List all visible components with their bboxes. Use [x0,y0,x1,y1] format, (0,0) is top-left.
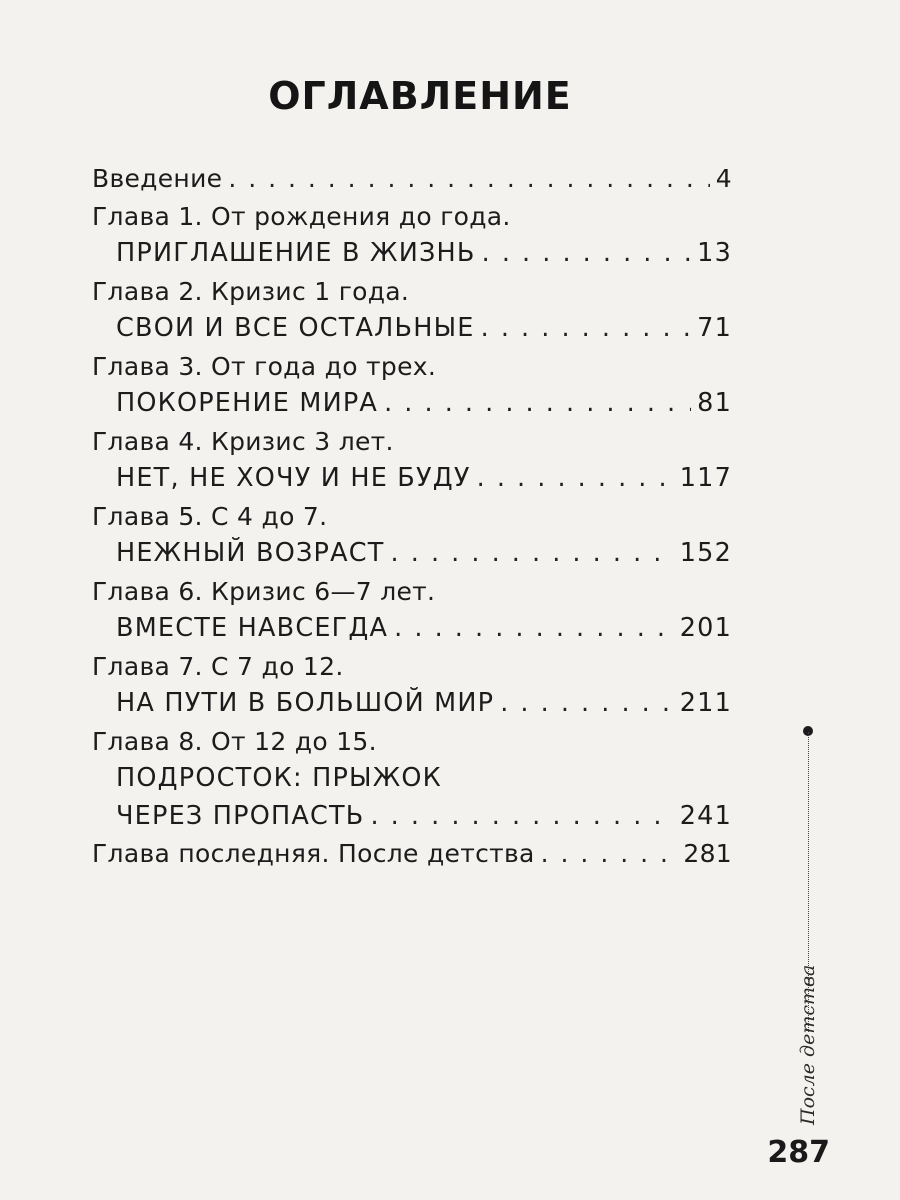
toc-dot-leader [541,835,678,873]
toc-entry [92,798,732,836]
toc-entry [92,835,732,873]
toc-entry [92,160,732,198]
toc-dot-leader [370,798,673,836]
toc-entry [92,423,732,461]
toc-entry [92,648,732,686]
toc-entry-text: Глава 6. Кризис 6—7 лет. [92,576,436,606]
toc-entry-text: Глава 8. От 12 до 15. [92,726,377,756]
toc-entry [92,760,732,798]
toc-entry [92,685,732,723]
toc-entry-text: НЕТ, НЕ ХОЧУ И НЕ БУДУ [116,463,471,493]
toc-dot-leader [477,460,674,498]
toc-page-number: 152 [679,538,732,568]
toc-entry-text: Глава 3. От года до трех. [92,351,437,381]
toc-entry [92,610,732,648]
toc-dot-leader [391,535,674,573]
toc-entry-text: Глава 7. С 7 до 12. [92,651,344,681]
toc-title: ОГЛАВЛЕНИЕ [268,74,572,118]
toc-entry [92,535,732,573]
toc-entry-text: Глава 1. От рождения до года. [92,201,511,231]
toc-entry-text: Глава 2. Кризис 1 года. [92,276,410,306]
toc-entry-text: ЧЕРЕЗ ПРОПАСТЬ [116,800,365,831]
toc-entry-text: ПРИГЛАШЕНИЕ В ЖИЗНЬ [116,238,476,268]
toc-entry [92,310,732,348]
toc-entry-text: ВМЕСТЕ НАВСЕГДА [116,613,389,643]
toc-entry [92,273,732,311]
toc-dot-leader [500,685,674,723]
toc-entry [92,385,732,423]
toc-entry [92,460,732,498]
toc-page-number: 4 [715,164,732,193]
toc-page-number: 201 [679,613,732,643]
toc-page-number: 211 [679,688,732,718]
toc-page-number: 13 [697,238,732,268]
toc-dot-leader [482,235,692,273]
toc-dot-leader [481,310,692,348]
toc-entry-text: СВОИ И ВСЕ ОСТАЛЬНЫЕ [116,313,475,343]
toc-page-number: 71 [697,313,732,343]
toc-entry [92,498,732,536]
toc-dot-leader [228,160,709,198]
toc-entry [92,198,732,236]
table-of-contents [92,160,732,873]
toc-entry-text: Глава 4. Кризис 3 лет. [92,426,394,456]
toc-entry-text: ПОДРОСТОК: ПРЫЖОК [116,763,442,793]
toc-entry [92,723,732,761]
toc-entry-text: НЕЖНЫЙ ВОЗРАСТ [116,538,385,568]
toc-entry-text: Глава 5. С 4 до 7. [92,501,328,531]
toc-entry-text: Введение [92,164,223,193]
toc-entry-text: Глава последняя. После детства [92,839,535,868]
toc-entry [92,235,732,273]
toc-dot-leader [384,385,691,423]
toc-entry [92,348,732,386]
toc-entry-text: НА ПУТИ В БОЛЬШОЙ МИР [116,688,495,718]
toc-page-number: 281 [683,839,732,868]
page-number: 287 [767,1135,830,1170]
toc-page-number: 241 [679,800,732,831]
toc-entry [92,573,732,611]
toc-page-number: 81 [697,388,732,418]
running-section-label: После детства [797,964,819,1125]
toc-entry-text: ПОКОРЕНИЕ МИРА [116,388,379,418]
toc-page-number: 117 [679,463,732,493]
toc-dot-leader [394,610,674,648]
